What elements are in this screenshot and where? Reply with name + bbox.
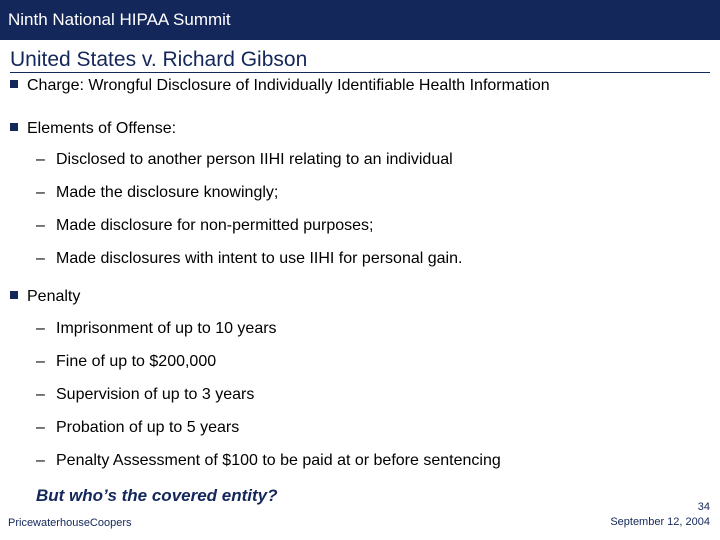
penalty-item — [36, 352, 216, 372]
dash-icon: – — [36, 419, 45, 436]
square-bullet-icon — [10, 291, 18, 299]
penalty-item — [36, 319, 277, 339]
header-band-title: Ninth National HIPAA Summit — [8, 10, 231, 29]
element-item — [36, 249, 462, 269]
footer-company: PricewaterhouseCoopers — [8, 517, 132, 529]
penalty-item-text: Probation of up to 5 years — [56, 419, 240, 436]
element-item — [36, 216, 374, 236]
dash-icon: – — [36, 386, 45, 403]
element-item — [36, 150, 453, 170]
footer-info — [610, 500, 710, 530]
element-item-text: Made disclosure for non-permitted purposes; — [56, 217, 374, 234]
element-item-text: Disclosed to another person IIHI relating to an individual — [56, 151, 453, 168]
element-item — [36, 183, 278, 203]
elements-heading: Elements of Offense: — [27, 120, 177, 137]
dash-icon: – — [36, 452, 45, 469]
element-item-text: Made disclosures with intent to use IIHI for personal gain. — [56, 250, 463, 267]
bullet-charge — [10, 76, 550, 96]
penalty-item-text: Fine of up to $200,000 — [56, 353, 217, 370]
dash-icon: – — [36, 320, 45, 337]
square-bullet-icon — [10, 123, 18, 131]
penalty-item-text: Penalty Assessment of $100 to be paid at or before sentencing — [56, 452, 501, 469]
bullet-elements — [10, 119, 176, 139]
covered-entity-question: But who’s the covered entity? — [36, 486, 278, 505]
element-item-text: Made the disclosure knowingly; — [56, 184, 279, 201]
dash-icon: – — [36, 151, 45, 168]
page-number: 34 — [697, 501, 710, 513]
dash-icon: – — [36, 250, 45, 267]
penalty-item — [36, 385, 254, 405]
penalty-item-text: Imprisonment of up to 10 years — [56, 320, 277, 337]
penalty-item — [36, 418, 239, 438]
dash-icon: – — [36, 217, 45, 234]
dash-icon: – — [36, 184, 45, 201]
penalty-item-text: Supervision of up to 3 years — [56, 386, 255, 403]
dash-icon: – — [36, 353, 45, 370]
footer-date: September 12, 2004 — [610, 516, 710, 528]
bullet-penalty — [10, 287, 80, 307]
slide-title: United States v. Richard Gibson — [10, 48, 308, 71]
penalty-heading: Penalty — [27, 288, 81, 305]
square-bullet-icon — [10, 80, 18, 88]
title-divider — [10, 72, 710, 73]
charge-text: Charge: Wrongful Disclosure of Individually Identifiable Health Information — [27, 77, 550, 94]
header-band — [0, 0, 720, 40]
penalty-item — [36, 451, 501, 471]
